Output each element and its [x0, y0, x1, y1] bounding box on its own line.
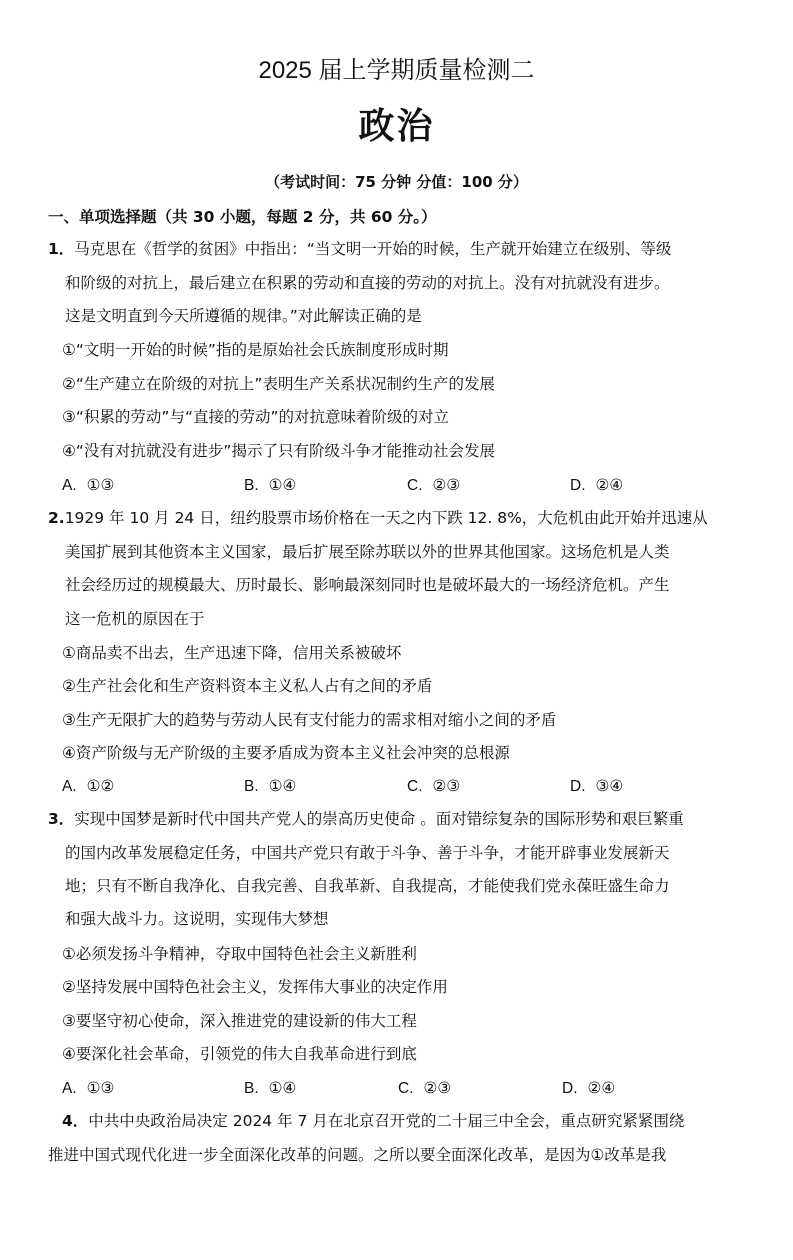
- question-2-stem-line-4: 这一危机的原因在于: [65, 610, 205, 628]
- question-4-stem-line-2: 推进中国式现代化进一步全面深化改革的问题。之所以要全面深化改革，是因为①改革是我: [48, 1146, 667, 1164]
- question-4-stem-line-1: 4．中共中央政治局决定 2024 年 7 月在北京召开党的二十届三中全会，重点研究紧紧围绕: [62, 1112, 685, 1130]
- question-3-stem-line-2: 的国内改革发展稳定任务，中国共产党只有敢于斗争、善于斗争，才能开辟事业发展新天: [65, 844, 670, 862]
- question-3-statement-3: ③要坚守初心使命，深入推进党的建设新的伟大工程: [62, 1012, 417, 1030]
- question-3-option-a[interactable]: A. ①③: [62, 1079, 115, 1097]
- question-2-stem-line-2: 美国扩展到其他资本主义国家，最后扩展至除苏联以外的世界其他国家。这场危机是人类: [65, 543, 670, 561]
- question-number: 3．: [48, 810, 75, 828]
- exam-info: （考试时间：75 分钟 分值：100 分）: [265, 173, 528, 191]
- question-2-statement-4: ④资产阶级与无产阶级的主要矛盾成为资本主义社会冲突的总根源: [62, 744, 510, 762]
- question-1-option-b[interactable]: B. ①④: [244, 476, 297, 494]
- question-1-option-c[interactable]: C. ②③: [407, 476, 461, 494]
- question-1-option-a[interactable]: A. ①③: [62, 476, 115, 494]
- subject-title: 政治: [358, 106, 435, 147]
- question-number: 4．: [62, 1112, 89, 1130]
- question-3-statement-1: ①必须发扬斗争精神，夺取中国特色社会主义新胜利: [62, 945, 417, 963]
- question-3-statement-4: ④要深化社会革命，引领党的伟大自我革命进行到底: [62, 1045, 417, 1063]
- question-3-statement-2: ②坚持发展中国特色社会主义，发挥伟大事业的决定作用: [62, 978, 448, 996]
- question-1-statement-4: ④“没有对抗就没有进步”揭示了只有阶级斗争才能推动社会发展: [62, 442, 495, 460]
- question-2-stem-line-1: 2.1929 年 10 月 24 日，纽约股票市场价格在一天之内下跌 12. 8%，大危机由此开始并迅速从: [48, 509, 708, 527]
- question-2-statement-2: ②生产社会化和生产资料资本主义私人占有之间的矛盾: [62, 677, 433, 695]
- question-1-option-d[interactable]: D. ②④: [570, 476, 624, 494]
- question-1-stem-line-1: 1．马克思在《哲学的贫困》中指出：“当文明一开始的时候，生产就开始建立在级别、等级: [48, 240, 672, 258]
- question-1-stem-line-3: 这是文明直到今天所遵循的规律。”对此解读正确的是: [65, 307, 422, 325]
- question-3-stem-line-1: 3．实现中国梦是新时代中国共产党人的崇高历史使命 。面对错综复杂的国际形势和艰巨繁重: [48, 810, 684, 828]
- question-1-statement-3: ③“积累的劳动”与“直接的劳动”的对抗意味着阶级的对立: [62, 408, 450, 426]
- question-3-option-c[interactable]: C. ②③: [398, 1079, 452, 1097]
- question-3-option-b[interactable]: B. ①④: [244, 1079, 297, 1097]
- question-3-option-d[interactable]: D. ②④: [562, 1079, 616, 1097]
- question-1-statement-2: ②“生产建立在阶级的对抗上”表明生产关系状况制约生产的发展: [62, 375, 495, 393]
- question-number: 1．: [48, 240, 75, 258]
- question-2-statement-1: ①商品卖不出去，生产迅速下降，信用关系被破坏: [62, 644, 402, 662]
- question-3-stem-line-4: 和强大战斗力。这说明，实现伟大梦想: [65, 910, 329, 928]
- question-2-option-d[interactable]: D. ③④: [570, 777, 624, 795]
- question-2-statement-3: ③生产无限扩大的趋势与劳动人民有支付能力的需求相对缩小之间的矛盾: [62, 711, 557, 729]
- question-3-stem-line-3: 地；只有不断自我净化、自我完善、自我革新、自我提高，才能使我们党永葆旺盛生命力: [65, 877, 670, 895]
- question-number: 2.: [48, 509, 65, 527]
- question-1-statement-1: ①“文明一开始的时候”指的是原始社会氏族制度形成时期: [62, 341, 449, 359]
- section-heading: 一、单项选择题（共 30 小题，每题 2 分，共 60 分。）: [48, 208, 437, 226]
- question-1-stem-line-2: 和阶级的对抗上，最后建立在积累的劳动和直接的劳动的对抗上。没有对抗就没有进步。: [65, 274, 670, 292]
- exam-title: 2025 届上学期质量检测二: [258, 57, 535, 84]
- question-2-option-b[interactable]: B. ①④: [244, 777, 297, 795]
- question-2-stem-line-3: 社会经历过的规模最大、历时最长、影响最深刻同时也是破坏最大的一场经济危机。产生: [65, 576, 670, 594]
- question-2-option-c[interactable]: C. ②③: [407, 777, 461, 795]
- question-2-option-a[interactable]: A. ①②: [62, 777, 115, 795]
